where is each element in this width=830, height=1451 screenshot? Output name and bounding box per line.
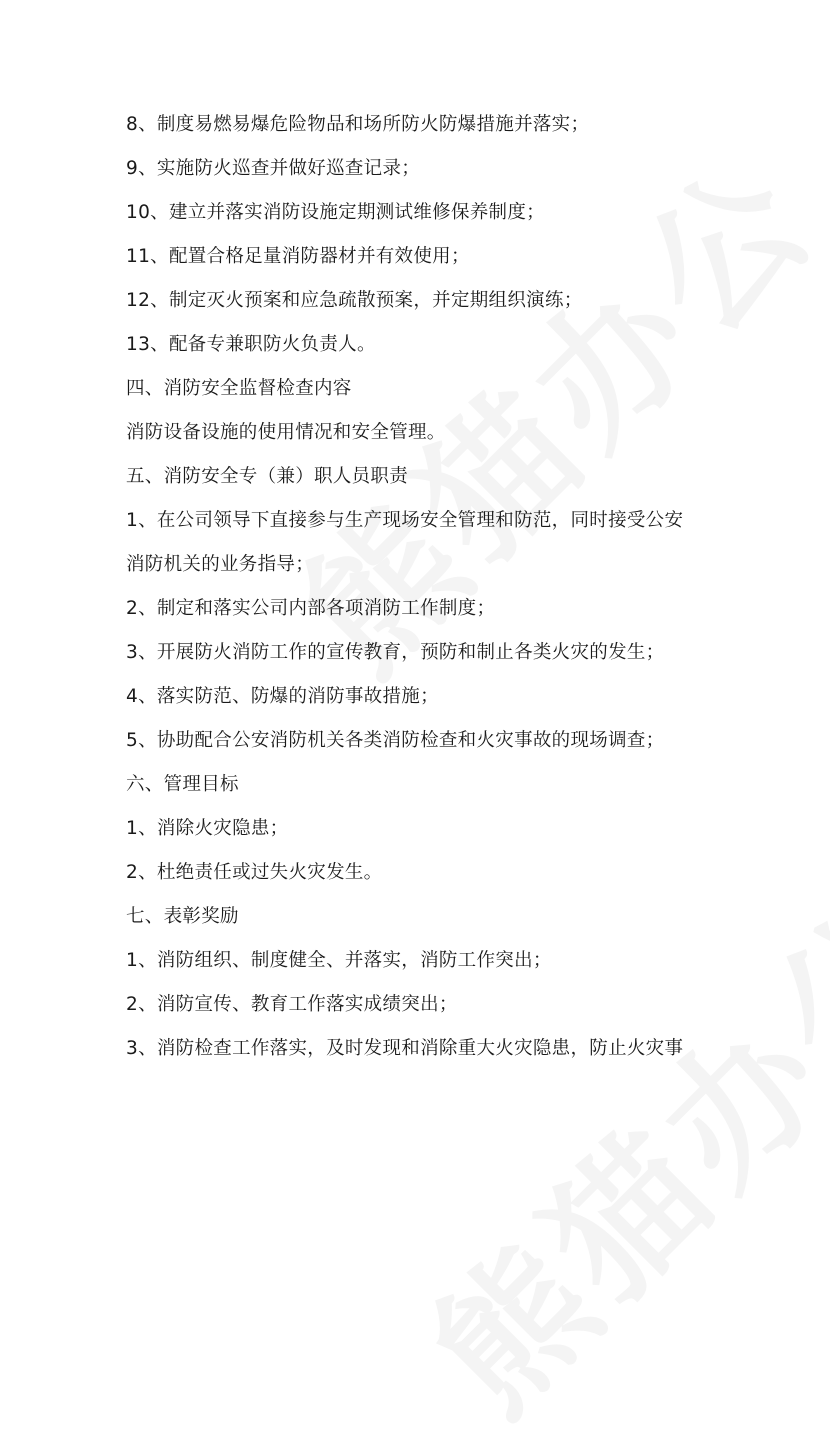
section-heading: 五、消防安全专（兼）职人员职责 [126, 466, 409, 487]
text-line: 3、消防检查工作落实，及时发现和消除重大火灾隐患，防止火灾事 [126, 1038, 684, 1059]
text-line: 1、消防组织、制度健全、并落实，消防工作突出； [126, 950, 552, 971]
text-line: 5、协助配合公安消防机关各类消防检查和火灾事故的现场调查； [126, 730, 665, 751]
section-heading: 六、管理目标 [126, 774, 239, 795]
text-line: 消防机关的业务指导； [126, 554, 315, 575]
text-line: 8、制度易燃易爆危险物品和场所防火防爆措施并落实； [126, 114, 590, 135]
text-line: 2、消防宣传、教育工作落实成绩突出； [126, 994, 458, 1015]
text-line: 消防设备设施的使用情况和安全管理。 [126, 422, 446, 443]
text-line: 4、落实防范、防爆的消防事故措施； [126, 686, 439, 707]
document-body [126, 103, 726, 1071]
text-line: 2、杜绝责任或过失火灾发生。 [126, 862, 383, 883]
text-line: 11、配置合格足量消防器材并有效使用； [126, 246, 470, 267]
text-line: 10、建立并落实消防设施定期测试维修保养制度； [126, 202, 545, 223]
section-heading: 七、表彰奖励 [126, 906, 239, 927]
section-heading: 四、消防安全监督检查内容 [126, 378, 352, 399]
text-line: 2、制定和落实公司内部各项消防工作制度； [126, 598, 496, 619]
text-line: 12、制定灭火预案和应急疏散预案，并定期组织演练； [126, 290, 583, 311]
text-line: 3、开展防火消防工作的宣传教育，预防和制止各类火灾的发生； [126, 642, 665, 663]
text-line: 9、实施防火巡查并做好巡查记录； [126, 158, 421, 179]
text-line: 13、配备专兼职防火负责人。 [126, 334, 376, 355]
text-line: 1、在公司领导下直接参与生产现场安全管理和防范，同时接受公安 [126, 510, 684, 531]
text-line: 1、消除火灾隐患； [126, 818, 289, 839]
